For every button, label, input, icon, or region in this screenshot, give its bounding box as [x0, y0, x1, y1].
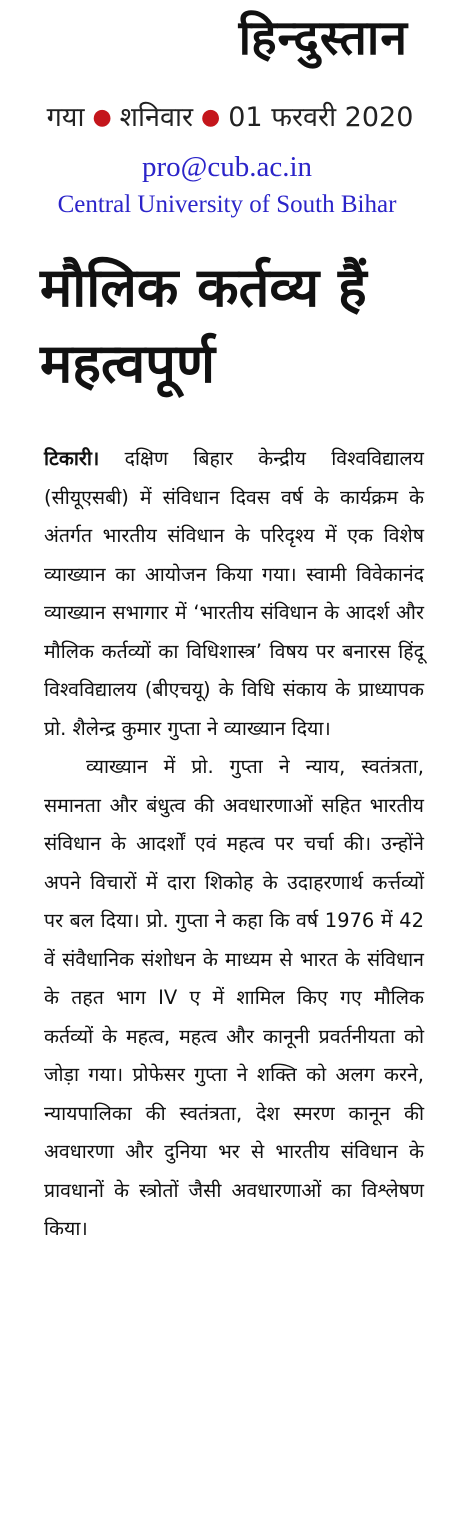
article-paragraph-1-text: दक्षिण बिहार केन्द्रीय विश्वविद्यालय (सीयूएसबी) में संविधान दिवस वर्ष के कार्यक्रम के अंतर्गत भारतीय संविधान के परिदृश्य में एक विशेष व्याख्यान का आयोजन किया गया। स्वामी विवेकानंद व्याख्यान सभागार में ‘भारतीय संविधान के आदर्श और मौलिक कर्तव्यों का विधिशास्त्र’ विषय पर बनारस हिंदू विश्वविद्यालय (बीएचयू) के विधि संकाय के प्राध्यापक प्रो. शैलेन्द्र कुमार गुप्ता ने व्याख्यान दिया। — [44, 447, 424, 740]
article-paragraph-1 — [44, 440, 424, 748]
dateline-separator-1: ● — [92, 105, 112, 130]
article-body — [44, 440, 424, 1249]
dateline-city: गया — [46, 102, 85, 133]
institution-name: Central University of South Bihar — [57, 191, 397, 218]
dateline-day: शनिवार — [119, 102, 194, 133]
article-paragraph-2: व्याख्यान में प्रो. गुप्ता ने न्याय, स्वतंत्रता, समानता और बंधुत्व की अवधारणाओं सहित भारतीय संविधान के आदर्शों एवं महत्व पर चर्चा की। उन्होंने अपने विचारों में दारा शिकोह के उदाहरणार्थ कर्त्तव्यों पर बल दिया। प्रो. गुप्ता ने कहा कि वर्ष 1976 में 42 वें संवैधानिक संशोधन के माध्यम से भारत के संविधान के तहत भाग IV ए में शामिल किए गए मौलिक कर्तव्यों के महत्व, महत्व और कानूनी प्रवर्तनीयता को जोड़ा गया। प्रोफेसर गुप्ता ने शक्ति को अलग करने, न्यायपालिका की स्वतंत्रता, देश स्मरण कानून की अवधारणा और दुनिया भर से भारतीय संविधान के प्रावधानों के स्त्रोतों जैसी अवधारणाओं का विश्लेषण किया। — [44, 755, 424, 1240]
dateline-date: 01 फरवरी 2020 — [228, 102, 414, 133]
article-headline: मौलिक कर्तव्य हैं महत्वपूर्ण — [40, 256, 367, 395]
article-dateline-place: टिकारी। — [44, 447, 100, 470]
contact-email: pro@cub.ac.in — [141, 151, 313, 183]
newspaper-masthead: हिन्दुस्तान — [238, 10, 408, 66]
dateline-separator-2: ● — [201, 105, 221, 130]
dateline — [30, 100, 430, 136]
